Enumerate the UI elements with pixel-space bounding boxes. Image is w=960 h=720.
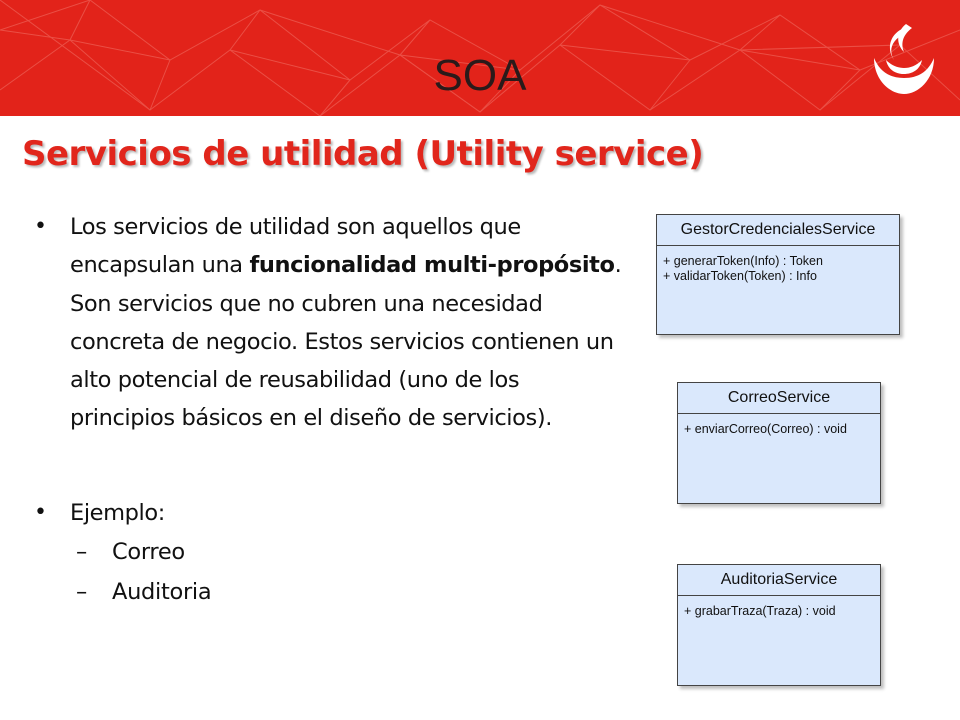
uml-operations	[678, 414, 880, 437]
example-label: Ejemplo:	[70, 499, 165, 526]
uml-operation: + validarToken(Token) : Info	[663, 269, 817, 283]
example-item	[34, 532, 624, 572]
bullet-dot-icon: •	[34, 214, 47, 239]
definition-text-end: . Son servicios que no cubren una necesidad concreta de negocio. Estos servicios contienen un alto potencial de reusabilidad (uno de los principios básicos en el diseño de servicios).	[70, 252, 622, 432]
example-item-label: Correo	[112, 539, 185, 566]
uml-class-auditoria	[677, 564, 881, 686]
slide-subtitle: Servicios de utilidad (Utility service)	[22, 134, 704, 174]
bullet-list	[34, 208, 624, 612]
uml-operation: + grabarTraza(Traza) : void	[684, 604, 836, 618]
uml-class-correo	[677, 382, 881, 504]
uml-operation: + enviarCorreo(Correo) : void	[684, 422, 847, 436]
uml-operations	[678, 596, 880, 619]
slide-title: SOA	[433, 51, 527, 100]
definition-bold-term: funcionalidad multi-propósito	[249, 252, 615, 279]
uml-class-name: CorreoService	[678, 383, 880, 414]
uml-class-name: AuditoriaService	[678, 565, 880, 596]
title-banner	[0, 0, 960, 116]
bullet-example	[34, 494, 624, 532]
uml-class-name: GestorCredencialesService	[657, 215, 899, 246]
bullet-definition	[34, 208, 624, 438]
definition-text-start: Los servicios de utilidad son aquellos que encapsulan una	[70, 214, 521, 279]
dash-bullet-icon: –	[76, 579, 87, 606]
bullet-dot-icon: •	[34, 499, 47, 525]
uml-operation: + generarToken(Info) : Token	[663, 254, 823, 268]
upc-flame-logo-icon	[868, 20, 940, 98]
example-item-label: Auditoria	[112, 579, 212, 606]
uml-class-gestor-credenciales	[656, 214, 900, 335]
example-item	[34, 572, 624, 612]
uml-operations	[657, 246, 899, 284]
dash-bullet-icon: –	[76, 539, 87, 566]
